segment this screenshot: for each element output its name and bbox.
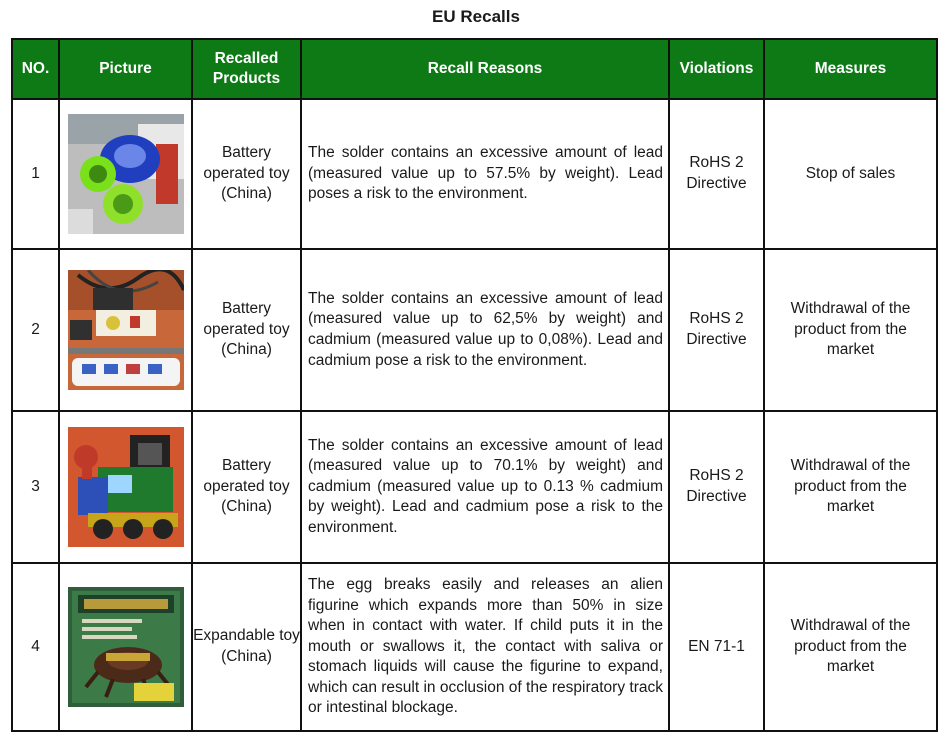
reason-cell: The solder contains an excessive amount of lead (measured value up to 62,5% by weight) and cadmium (measured value up to 0,08%). Lead and cadmium pose a risk to the environment.	[301, 249, 669, 411]
row-number: 3	[12, 411, 59, 563]
row-number: 4	[12, 563, 59, 731]
table-row	[12, 563, 937, 731]
reason-cell: The solder contains an excessive amount of lead (measured value up to 57.5% by weight). Lead poses a risk to the environment.	[301, 99, 669, 249]
header-row	[12, 39, 937, 99]
violation-cell: RoHS 2 Directive	[669, 411, 764, 563]
measure-cell: Withdrawal of the product from the market	[764, 563, 937, 731]
circuit-board-photo	[68, 270, 184, 390]
table-row	[12, 249, 937, 411]
header-measures: Measures	[764, 39, 937, 99]
product-cell: Battery operated toy (China)	[192, 249, 301, 411]
alien-egg-package-photo	[68, 587, 184, 707]
product-cell: Battery operated toy (China)	[192, 99, 301, 249]
table-row	[12, 99, 937, 249]
header-violations: Violations	[669, 39, 764, 99]
measure-cell: Stop of sales	[764, 99, 937, 249]
row-number: 2	[12, 249, 59, 411]
violation-cell: RoHS 2 Directive	[669, 99, 764, 249]
violation-cell: EN 71-1	[669, 563, 764, 731]
row-number: 1	[12, 99, 59, 249]
violation-cell: RoHS 2 Directive	[669, 249, 764, 411]
product-cell: Battery operated toy (China)	[192, 411, 301, 563]
header-products: Recalled Products	[192, 39, 301, 99]
header-no: NO.	[12, 39, 59, 99]
product-cell: Expandable toy (China)	[192, 563, 301, 731]
measure-cell: Withdrawal of the product from the market	[764, 411, 937, 563]
table-row	[12, 411, 937, 563]
reason-cell: The solder contains an excessive amount of lead (measured value up to 70.1% by weight) and cadmium (measured value up to 0.13 % cadmium by weight). Lead and cadmium pose a risk to the environment.	[301, 411, 669, 563]
page-title: EU Recalls	[432, 7, 520, 26]
recalls-table	[11, 38, 938, 732]
measure-cell: Withdrawal of the product from the market	[764, 249, 937, 411]
header-picture: Picture	[59, 39, 192, 99]
toy-car-photo	[68, 114, 184, 234]
toy-train-photo	[68, 427, 184, 547]
header-reasons: Recall Reasons	[301, 39, 669, 99]
reason-cell: The egg breaks easily and releases an alien figurine which expands more than 50% in size when in contact with water. If child puts it in the mouth or swallows it, the contact with saliva or stomach liquids will cause the figurine to expand, which can result in occlusion of the respiratory track or intestinal blockage.	[301, 563, 669, 731]
